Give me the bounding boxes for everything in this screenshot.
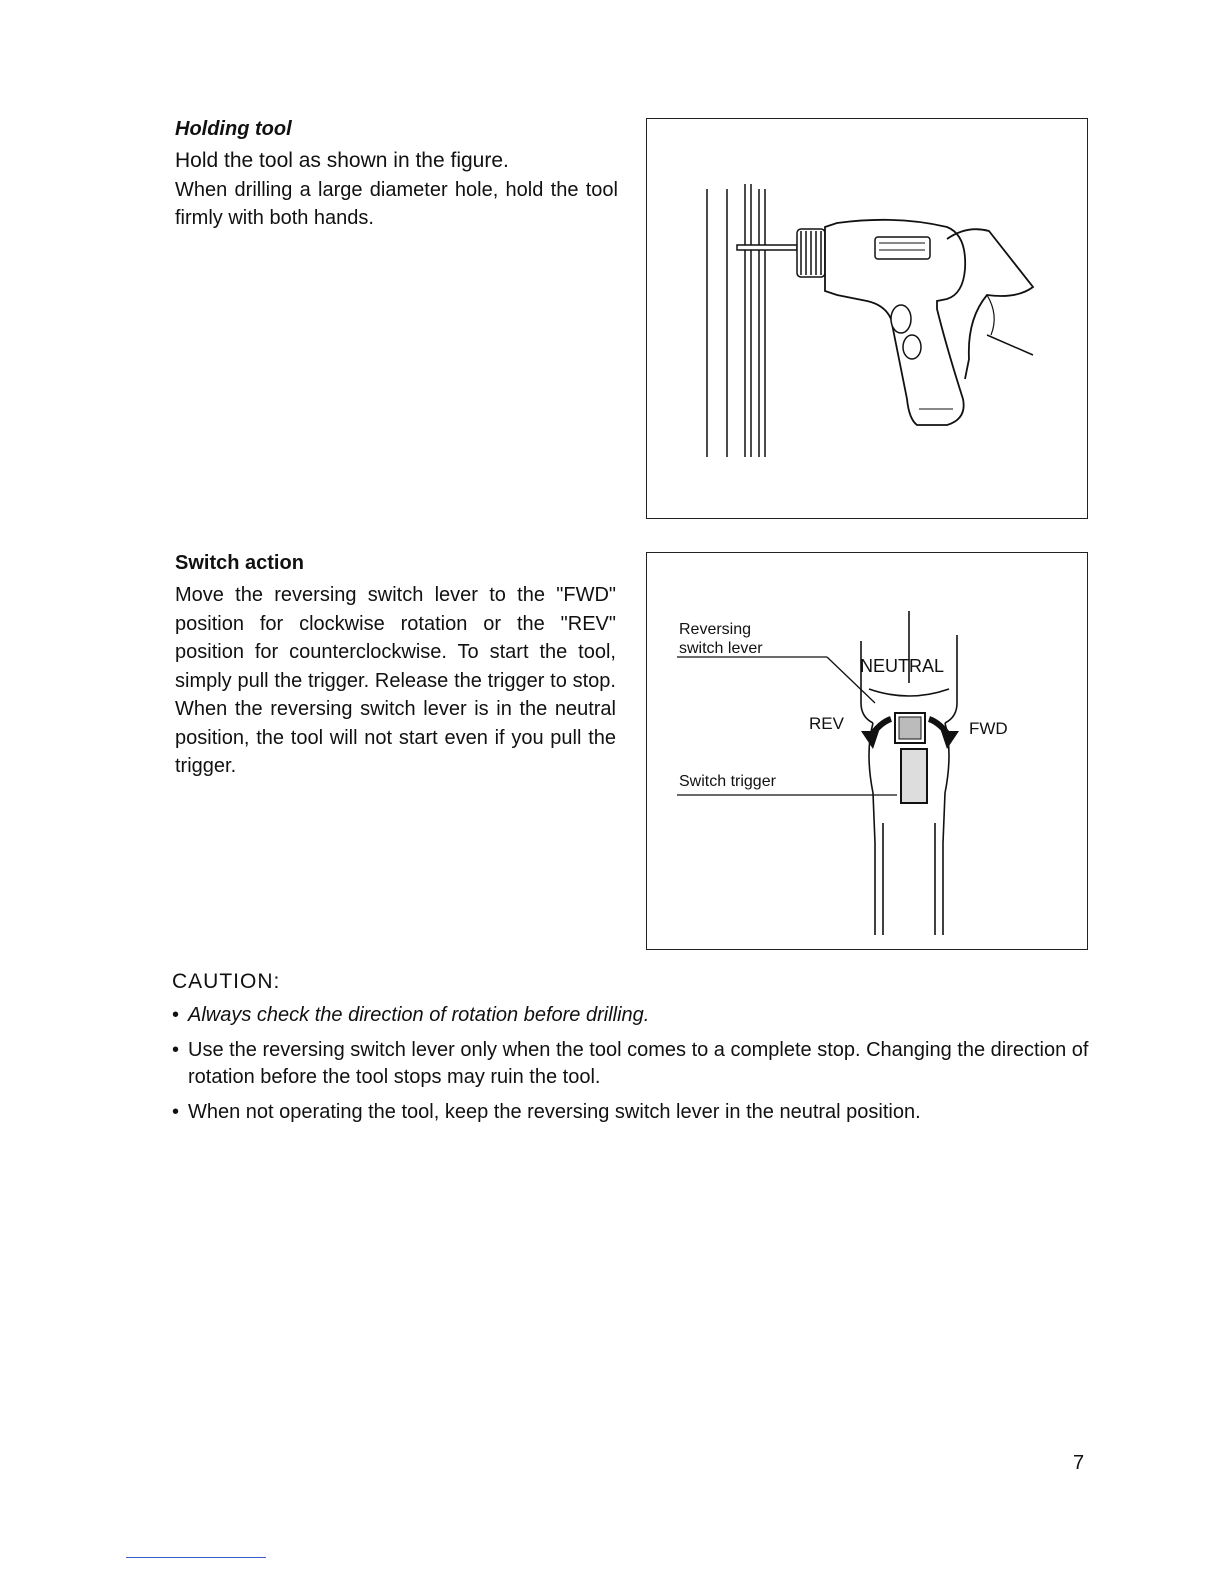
page-number: 7 <box>1073 1452 1085 1474</box>
drill-illustration <box>647 119 1087 518</box>
footer-divider <box>126 1557 266 1558</box>
figure-holding-tool <box>646 118 1088 519</box>
switch-action-heading: Switch action <box>175 552 304 574</box>
holding-tool-lead: Hold the tool as shown in the figure. <box>175 149 509 172</box>
caution-section <box>172 970 1092 1134</box>
caution-title: CAUTION: <box>172 970 281 993</box>
caution-item <box>172 1002 1092 1029</box>
figure-switch-action <box>646 552 1088 950</box>
holding-tool-body: When drilling a large diameter hole, hold the tool firmly with both hands. <box>175 178 618 229</box>
bullet-icon: • <box>172 1004 180 1026</box>
holding-tool-text <box>175 147 618 233</box>
caution-item <box>172 1037 1092 1091</box>
label-reversing-line2: switch lever <box>679 640 763 657</box>
label-fwd: FWD <box>969 719 1008 738</box>
holding-tool-heading: Holding tool <box>175 118 292 140</box>
caution-item-text: Use the reversing switch lever only when the tool comes to a complete stop. Changing the direction of rotation before the tool stops may ruin the tool. <box>188 1039 1089 1088</box>
holding-tool-section <box>175 118 618 233</box>
label-switch-trigger: Switch trigger <box>679 773 776 790</box>
bullet-icon: • <box>172 1039 180 1061</box>
caution-item-text: When not operating the tool, keep the reversing switch lever in the neutral position. <box>188 1101 921 1123</box>
bullet-icon: • <box>172 1101 180 1123</box>
switch-action-body: Move the reversing switch lever to the "FWD" position for clockwise rotation or the "REV" position for counterclockwise. To start the tool, simply pull the trigger. Release the trigger to stop. When the reversing switch lever is in the neutral position, the tool will not start even if you pull the trigger. <box>175 584 616 777</box>
caution-item-text: Always check the direction of rotation before drilling. <box>188 1004 650 1026</box>
caution-item <box>172 1099 1092 1126</box>
label-neutral: NEUTRAL <box>860 656 945 676</box>
label-reversing-line1: Reversing <box>679 621 752 638</box>
switch-action-section <box>175 552 616 781</box>
label-rev: REV <box>809 714 844 733</box>
switch-illustration <box>647 553 1087 949</box>
